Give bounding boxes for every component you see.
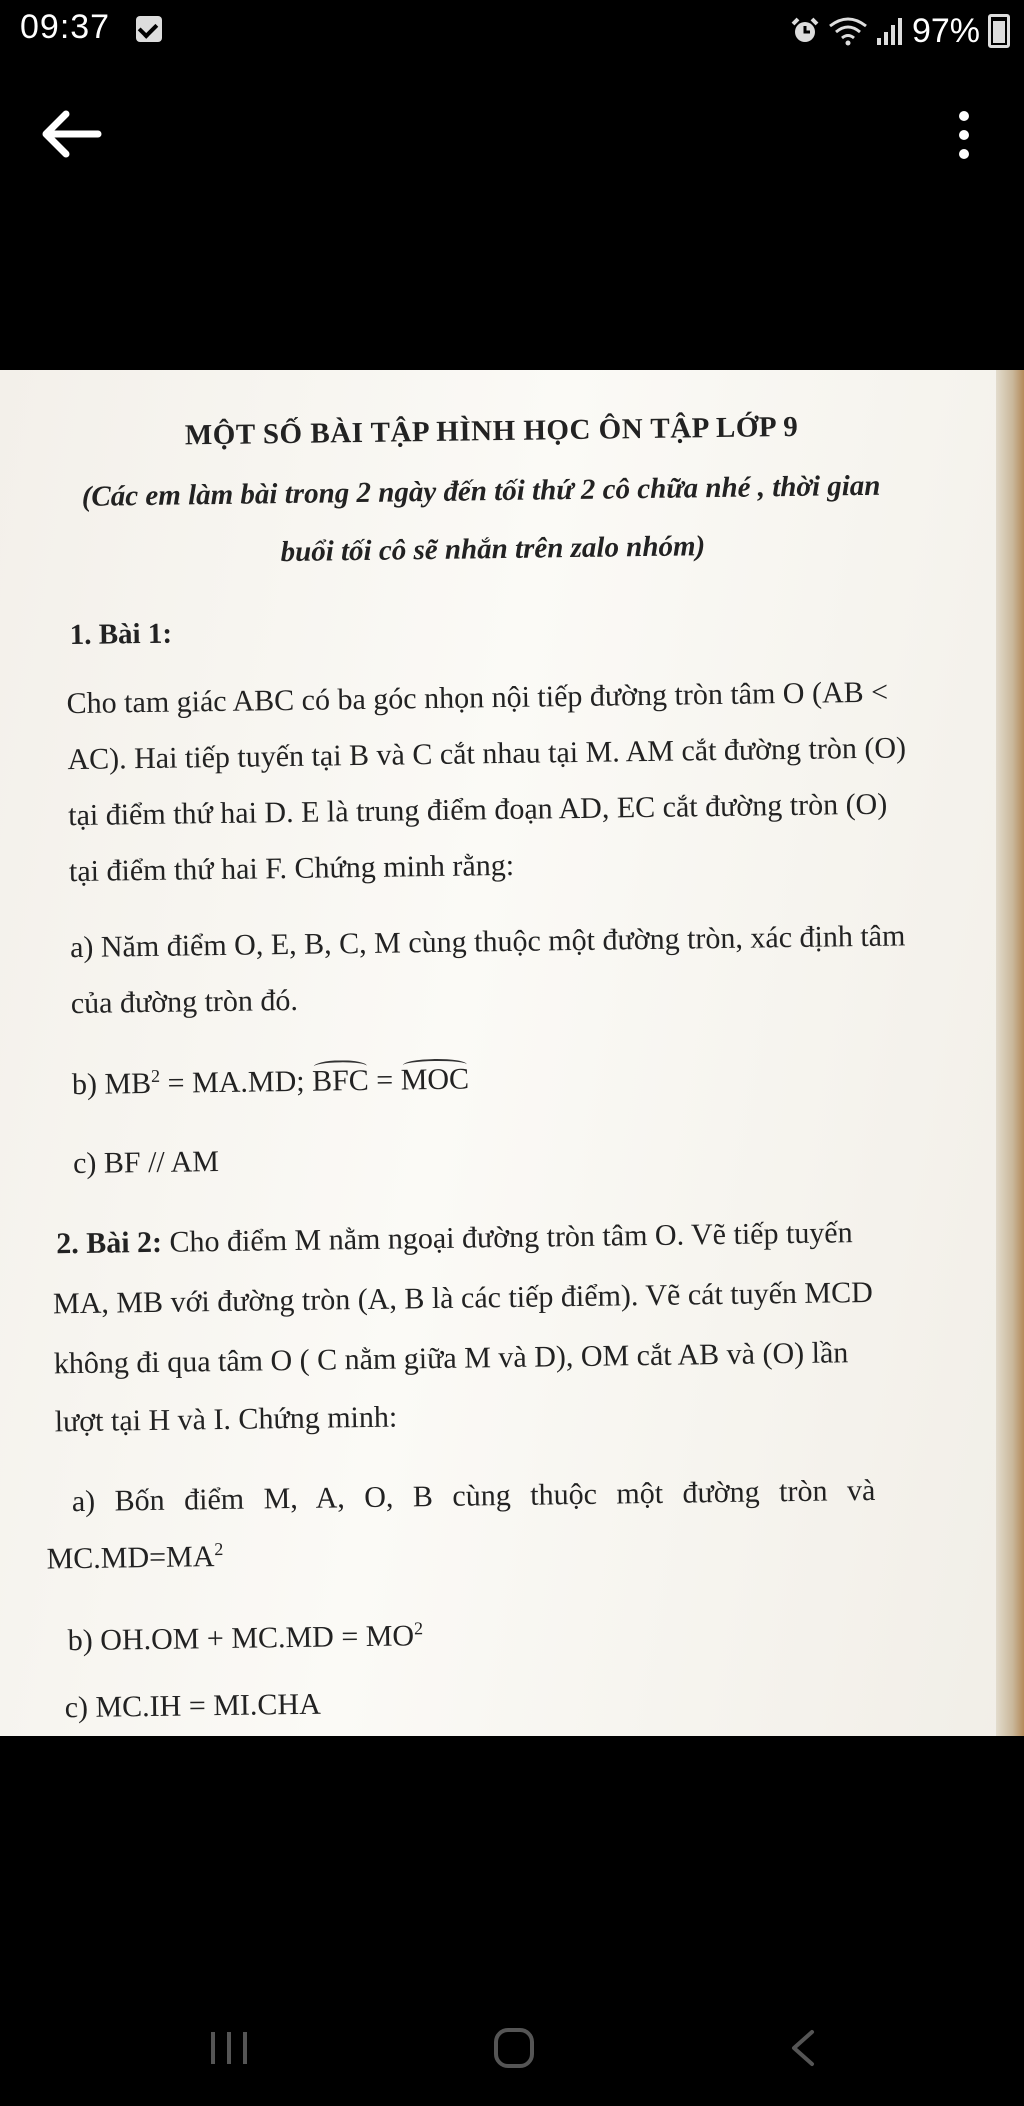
bai2-part-b [68,1618,424,1658]
more-vert-icon[interactable] [944,100,984,170]
bai2-heading: 2. Bài 2: [55,1225,163,1261]
signal-icon [876,16,904,46]
bai1-part-a-line2: của đường tròn đó. [70,983,299,1021]
back-icon[interactable] [786,2028,820,2068]
worksheet-photo [0,370,1024,1736]
arc-bfc: BFC [311,1063,370,1098]
bai2-line-1 [56,1216,853,1261]
bai2-part-c: c) MC.IH = MI.CHA [64,1687,321,1725]
bai1-part-b [72,1062,470,1103]
back-arrow-icon[interactable] [36,104,106,164]
alarm-icon [790,16,820,46]
bai2-line-4: lượt tại H và I. Chứng minh: [54,1400,398,1439]
wifi-icon [828,16,868,46]
bai1-line-3: tại điểm thứ hai D. E là trung điểm đoạn AD, EC cắt đường tròn (O) [67,787,888,833]
bai2-line1-rest: Cho điểm M nằm ngoại đường tròn tâm O. Vẽ tiếp tuyến [161,1216,853,1259]
home-icon[interactable] [492,2026,536,2070]
bai1-part-b-sup: 2 [150,1065,161,1086]
bai2-part-a-sup: 2 [214,1538,224,1560]
status-right-group [790,6,1010,56]
bai1-part-c: c) BF // AM [72,1145,220,1181]
status-time: 09:37 [20,8,111,46]
bai2-part-a-line2 [46,1539,223,1576]
battery-percent: 97% [911,11,980,50]
worksheet-title: MỘT SỐ BÀI TẬP HÌNH HỌC ÔN TẬP LỚP 9 [184,410,799,452]
worksheet-subtitle-line2: buổi tối cô sẽ nhắn trên zalo nhóm) [280,530,706,569]
bai2-part-a-line1: a) Bốn điểm M, A, O, B cùng thuộc một đường tròn và [71,1473,876,1519]
bai1-line-4: tại điểm thứ hai F. Chứng minh rằng: [68,848,515,889]
arc-moc: MOC [400,1062,470,1097]
checkbox-notification-icon [136,16,162,42]
recent-apps-icon[interactable] [207,2030,251,2066]
bai1-part-a-line1: a) Năm điểm O, E, B, C, M cùng thuộc một đường tròn, xác định tâm [69,919,906,965]
bai2-part-b-sup: 2 [413,1618,424,1639]
bai1-part-b-middle: = MA.MD; [159,1064,313,1100]
bai1-part-b-prefix: b) MB [71,1066,152,1102]
battery-charging-icon [988,14,1010,48]
app-bar [0,64,1024,194]
bai2-part-b-prefix: b) OH.OM + MC.MD = MO [67,1619,415,1658]
bai1-line-2: AC). Hai tiếp tuyến tại B và C cắt nhau tại M. AM cắt đường tròn (O) [67,731,907,777]
bai2-line-3: không đi qua tâm O ( C nằm giữa M và D), OM cắt AB và (O) lần [53,1336,849,1381]
nav-bar [0,1990,1024,2106]
worksheet-subtitle-line1: (Các em làm bài trong 2 ngày đến tối thứ 2 cô chữa nhé , thời gian [81,469,881,513]
bai1-heading: 1. Bài 1: [69,617,173,652]
bai1-line-1: Cho tam giác ABC có ba góc nhọn nội tiếp đường tròn tâm O (AB < [66,675,889,721]
bai2-part-a-prefix: MC.MD=MA [46,1540,215,1576]
worksheet-document [0,370,1019,1736]
bai1-part-b-eq: = [368,1063,401,1097]
status-bar [0,0,1024,64]
bai2-line-2: MA, MB với đường tròn (A, B là các tiếp điểm). Vẽ cát tuyến MCD [52,1275,874,1321]
